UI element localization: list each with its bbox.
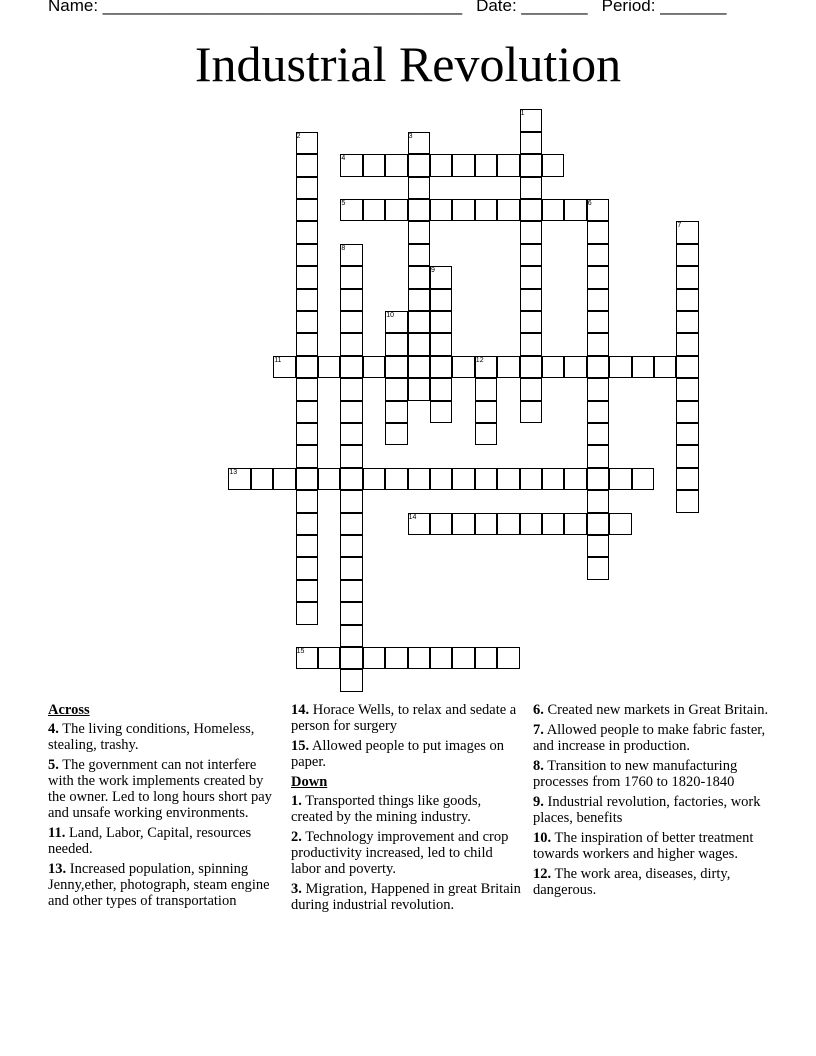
grid-cell[interactable] — [340, 445, 362, 467]
grid-cell[interactable] — [497, 468, 519, 490]
grid-cell[interactable] — [296, 177, 318, 199]
grid-cell[interactable] — [632, 468, 654, 490]
grid-cell[interactable] — [408, 289, 430, 311]
clue-number: 7 — [677, 222, 682, 230]
grid-cell[interactable] — [676, 423, 698, 445]
grid-cell[interactable] — [296, 154, 318, 176]
clue-number: 14 — [408, 513, 417, 521]
grid-cell[interactable] — [475, 468, 497, 490]
grid-cell[interactable] — [430, 311, 452, 333]
grid-cell[interactable] — [408, 378, 430, 400]
grid-cell[interactable] — [520, 221, 542, 243]
clue-down-7: 7. Allowed people to make fabric faster, and increase in production. — [533, 722, 766, 754]
grid-cell[interactable] — [408, 244, 430, 266]
clue-down-8: 8. Transition to new manufacturing processes from 1760 to 1820-1840 — [533, 758, 738, 790]
grid-cell[interactable] — [318, 647, 340, 669]
grid-cell[interactable] — [296, 266, 318, 288]
grid-cell[interactable] — [564, 356, 586, 378]
grid-cell[interactable] — [542, 154, 564, 176]
grid-cell[interactable] — [676, 378, 698, 400]
grid-cell[interactable] — [520, 132, 542, 154]
grid-cell[interactable] — [520, 356, 542, 378]
grid-cell[interactable] — [430, 289, 452, 311]
grid-cell[interactable] — [520, 289, 542, 311]
grid-cell[interactable] — [587, 356, 609, 378]
grid-cell[interactable] — [452, 513, 474, 535]
grid-cell[interactable] — [296, 602, 318, 624]
clue-number: 12 — [475, 356, 484, 364]
grid-cell[interactable] — [520, 177, 542, 199]
clue-number: 8 — [341, 244, 346, 252]
grid-cell[interactable] — [340, 401, 362, 423]
grid-cell[interactable] — [497, 647, 519, 669]
down-heading: Down — [291, 774, 328, 790]
clues-column-2 — [291, 702, 526, 917]
grid-cell[interactable] — [430, 154, 452, 176]
grid-cell[interactable] — [408, 221, 430, 243]
grid-cell[interactable] — [609, 513, 631, 535]
clue-down-3: 3. Migration, Happened in great Britain during industrial revolution. — [291, 881, 521, 913]
grid-cell[interactable] — [385, 647, 407, 669]
grid-cell[interactable] — [385, 356, 407, 378]
grid-cell[interactable] — [564, 468, 586, 490]
clue-down-6: 6. Created new markets in Great Britain. — [533, 702, 769, 718]
grid-cell[interactable] — [520, 266, 542, 288]
grid-cell[interactable] — [408, 468, 430, 490]
clue-number: 13 — [229, 468, 238, 476]
grid-cell[interactable] — [520, 513, 542, 535]
grid-cell[interactable] — [296, 311, 318, 333]
grid-cell[interactable] — [430, 401, 452, 423]
grid-cell[interactable] — [676, 244, 698, 266]
grid-cell[interactable] — [475, 401, 497, 423]
grid-cell[interactable] — [520, 199, 542, 221]
grid-cell[interactable] — [340, 580, 362, 602]
clue-across-4: 4. The living conditions, Homeless, stealing, trashy. — [48, 721, 255, 753]
across-heading: Across — [48, 702, 90, 718]
date-field-label[interactable]: Date: _______ — [476, 0, 588, 15]
grid-cell[interactable] — [430, 199, 452, 221]
grid-cell[interactable] — [587, 289, 609, 311]
grid-cell[interactable] — [296, 289, 318, 311]
clue-number: 4 — [341, 155, 346, 163]
grid-cell[interactable] — [296, 401, 318, 423]
grid-cell[interactable] — [520, 378, 542, 400]
grid-cell[interactable] — [408, 647, 430, 669]
grid-cell[interactable] — [340, 625, 362, 647]
grid-cell[interactable] — [408, 177, 430, 199]
grid-cell[interactable] — [340, 669, 362, 691]
clue-across-14: 14. Horace Wells, to relax and sedate a person for surgery — [291, 702, 517, 734]
grid-cell[interactable] — [296, 333, 318, 355]
grid-cell[interactable] — [452, 468, 474, 490]
grid-cell[interactable] — [408, 333, 430, 355]
grid-cell[interactable] — [251, 468, 273, 490]
grid-cell[interactable] — [452, 356, 474, 378]
grid-cell[interactable] — [654, 356, 676, 378]
grid-cell[interactable] — [520, 333, 542, 355]
grid-cell[interactable] — [475, 199, 497, 221]
grid-cell[interactable] — [340, 557, 362, 579]
grid-cell[interactable] — [587, 423, 609, 445]
grid-cell[interactable] — [340, 356, 362, 378]
grid-cell[interactable] — [363, 356, 385, 378]
grid-cell[interactable] — [587, 378, 609, 400]
clue-number: 9 — [431, 267, 435, 275]
grid-cell[interactable] — [296, 535, 318, 557]
grid-cell[interactable] — [340, 602, 362, 624]
grid-cell[interactable] — [587, 244, 609, 266]
name-field-label[interactable]: Name: ______________________________________ — [48, 0, 463, 15]
clue-number: 6 — [587, 200, 592, 207]
grid-cell[interactable] — [587, 445, 609, 467]
clue-number: 5 — [341, 200, 346, 207]
grid-cell[interactable] — [340, 333, 362, 355]
grid-cell[interactable] — [587, 221, 609, 243]
grid-cell[interactable] — [430, 333, 452, 355]
grid-cell[interactable] — [385, 333, 407, 355]
grid-cell[interactable] — [564, 199, 586, 221]
grid-cell[interactable] — [497, 199, 519, 221]
grid-cell[interactable] — [676, 401, 698, 423]
grid-cell[interactable] — [587, 557, 609, 579]
grid-cell[interactable] — [452, 199, 474, 221]
clue-number: 2 — [296, 132, 301, 140]
grid-cell[interactable] — [296, 580, 318, 602]
grid-cell[interactable] — [632, 356, 654, 378]
grid-cell[interactable] — [430, 378, 452, 400]
grid-cell[interactable] — [340, 468, 362, 490]
clue-down-2: 2. Technology improvement and crop productivity increased, led to child labor and poverty. — [291, 829, 509, 877]
grid-cell[interactable] — [542, 199, 564, 221]
grid-cell[interactable] — [408, 311, 430, 333]
clue-number: 15 — [296, 648, 305, 655]
grid-cell[interactable] — [385, 199, 407, 221]
grid-cell[interactable] — [609, 468, 631, 490]
grid-cell[interactable] — [296, 356, 318, 378]
grid-cell[interactable] — [475, 378, 497, 400]
grid-cell[interactable] — [296, 244, 318, 266]
grid-cell[interactable] — [542, 468, 564, 490]
grid-cell[interactable] — [587, 468, 609, 490]
grid-cell[interactable] — [340, 311, 362, 333]
clue-down-10: 10. The inspiration of better treatment towards workers and higher wages. — [533, 830, 754, 862]
grid-cell[interactable] — [340, 266, 362, 288]
grid-cell[interactable] — [340, 423, 362, 445]
clue-across-11: 11. Land, Labor, Capital, resources needed. — [48, 825, 252, 857]
grid-cell[interactable] — [340, 647, 362, 669]
grid-cell[interactable] — [520, 244, 542, 266]
grid-cell[interactable] — [296, 423, 318, 445]
clue-across-5: 5. The government can not interfere with the work implements created by the owner. Led to long hours short pay and unsafe working environments. — [48, 757, 272, 821]
grid-cell[interactable] — [430, 513, 452, 535]
clue-down-9: 9. Industrial revolution, factories, work places, benefits — [533, 794, 761, 826]
grid-cell[interactable] — [475, 513, 497, 535]
clue-number: 1 — [520, 110, 525, 118]
grid-cell[interactable] — [452, 154, 474, 176]
grid-cell[interactable] — [296, 490, 318, 512]
grid-cell[interactable] — [340, 513, 362, 535]
grid-cell[interactable] — [676, 445, 698, 467]
grid-cell[interactable] — [587, 535, 609, 557]
grid-cell[interactable] — [676, 266, 698, 288]
grid-cell[interactable] — [542, 356, 564, 378]
grid-cell[interactable] — [273, 468, 295, 490]
page-title: Industrial Revolution — [194, 36, 622, 92]
grid-cell[interactable] — [340, 535, 362, 557]
grid-cell[interactable] — [475, 647, 497, 669]
grid-cell[interactable] — [587, 513, 609, 535]
grid-cell[interactable] — [385, 378, 407, 400]
grid-cell[interactable] — [296, 199, 318, 221]
grid-cell[interactable] — [408, 199, 430, 221]
grid-cell[interactable] — [609, 356, 631, 378]
grid-cell[interactable] — [676, 311, 698, 333]
grid-cell[interactable] — [318, 356, 340, 378]
grid-cell[interactable] — [363, 199, 385, 221]
clue-across-13: 13. Increased population, spinning Jenny,ether, photograph, steam engine and other types of transportation — [48, 861, 270, 909]
grid-cell[interactable] — [340, 378, 362, 400]
grid-cell[interactable] — [408, 154, 430, 176]
clue-down-1: 1. Transported things like goods, created by the mining industry. — [291, 793, 482, 825]
clue-across-15: 15. Allowed people to put images on paper. — [291, 738, 505, 770]
grid-cell[interactable] — [452, 647, 474, 669]
grid-cell[interactable] — [587, 490, 609, 512]
grid-cell[interactable] — [520, 468, 542, 490]
grid-cell[interactable] — [385, 154, 407, 176]
period-field-label[interactable]: Period: _______ — [601, 0, 727, 15]
grid-cell[interactable] — [497, 356, 519, 378]
grid-cell[interactable] — [497, 154, 519, 176]
grid-cell[interactable] — [475, 423, 497, 445]
grid-cell[interactable] — [296, 445, 318, 467]
grid-cell[interactable] — [385, 423, 407, 445]
grid-cell[interactable] — [296, 468, 318, 490]
grid-cell[interactable] — [385, 468, 407, 490]
grid-cell[interactable] — [497, 513, 519, 535]
grid-cell[interactable] — [676, 356, 698, 378]
grid-cell[interactable] — [363, 154, 385, 176]
grid-cell[interactable] — [296, 557, 318, 579]
grid-cell[interactable] — [430, 647, 452, 669]
clue-number: 11 — [274, 356, 282, 364]
grid-cell[interactable] — [587, 333, 609, 355]
grid-cell[interactable] — [475, 154, 497, 176]
grid-cell[interactable] — [587, 266, 609, 288]
clue-number: 10 — [386, 312, 394, 319]
grid-cell[interactable] — [296, 513, 318, 535]
grid-cell[interactable] — [363, 647, 385, 669]
grid-cell[interactable] — [408, 356, 430, 378]
grid-cell[interactable] — [676, 490, 698, 512]
grid-cell[interactable] — [385, 401, 407, 423]
grid-cell[interactable] — [676, 289, 698, 311]
grid-cell[interactable] — [408, 266, 430, 288]
clues-column-3 — [533, 702, 773, 902]
grid-cell[interactable] — [676, 333, 698, 355]
grid-cell[interactable] — [430, 356, 452, 378]
grid-cell[interactable] — [340, 490, 362, 512]
grid-cell[interactable] — [676, 468, 698, 490]
grid-cell[interactable] — [564, 513, 586, 535]
grid-cell[interactable] — [296, 378, 318, 400]
grid-cell[interactable] — [520, 154, 542, 176]
grid-cell[interactable] — [296, 221, 318, 243]
grid-cell[interactable] — [542, 513, 564, 535]
grid-cell[interactable] — [318, 468, 340, 490]
grid-cell[interactable] — [340, 289, 362, 311]
grid-cell[interactable] — [587, 311, 609, 333]
clues-column-1 — [48, 702, 283, 913]
clue-number: 3 — [408, 132, 413, 140]
grid-cell[interactable] — [520, 311, 542, 333]
clue-down-12: 12. The work area, diseases, dirty, dangerous. — [533, 866, 731, 898]
grid-cell[interactable] — [363, 468, 385, 490]
grid-cell[interactable] — [587, 401, 609, 423]
grid-cell[interactable] — [520, 401, 542, 423]
grid-cell[interactable] — [430, 468, 452, 490]
